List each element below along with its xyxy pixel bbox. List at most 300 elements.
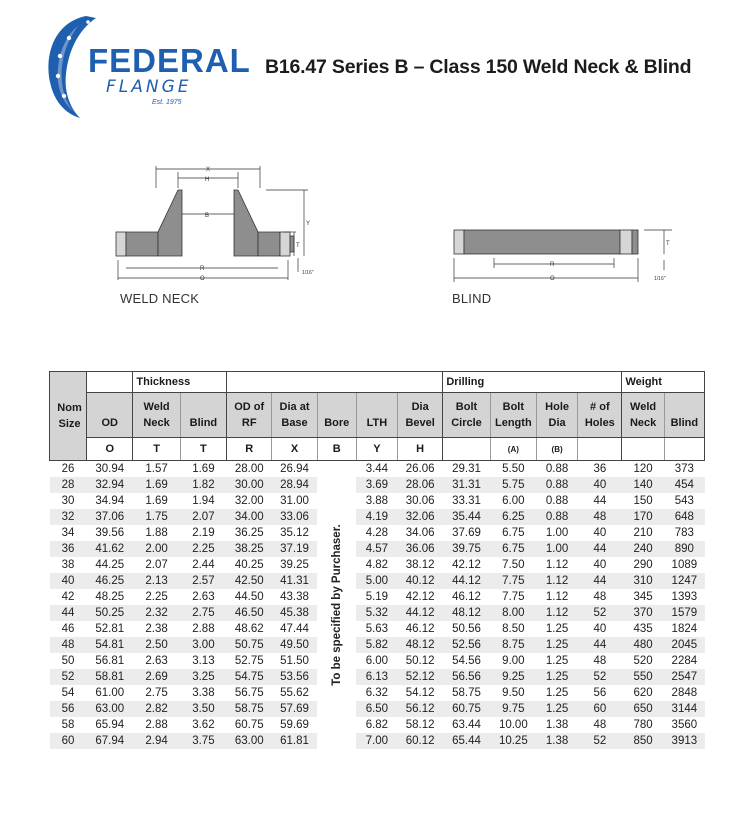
table-cell: 4.57 [356, 541, 397, 557]
table-cell: 37.06 [87, 509, 133, 525]
table-cell: 43.38 [280, 591, 309, 603]
table-cell: 44 [578, 637, 622, 653]
table-cell: 33.31 [452, 495, 481, 507]
header-label: Bolt Length [495, 401, 532, 429]
table-cell: 1.94 [192, 495, 215, 507]
header-label: Nom Size [57, 402, 82, 430]
table-cell: 5.75 [490, 477, 536, 493]
table-cell: 5.63 [365, 623, 389, 635]
table-cell: 7.75 [502, 591, 525, 603]
header-label: Bore [324, 417, 350, 429]
table-cell: 2.38 [145, 623, 168, 635]
header-label: Weld Neck [143, 401, 170, 429]
table-cell: 2.50 [133, 637, 180, 653]
table-cell: 52.75 [234, 655, 264, 667]
nom-size-cell: 42 [61, 591, 75, 603]
table-cell: 1.00 [545, 527, 569, 539]
table-cell: 57.69 [272, 701, 317, 717]
table-cell: 53.56 [272, 669, 317, 685]
table-cell: 1.25 [537, 669, 578, 685]
table-cell: 40 [593, 559, 607, 571]
table-cell: 32.00 [234, 495, 264, 507]
header-label: Dia at Base [279, 401, 310, 429]
table-cell: 345 [633, 591, 653, 603]
table-cell: 58.12 [405, 719, 435, 731]
table-cell: 30.06 [405, 495, 435, 507]
table-cell: 48 [593, 719, 607, 731]
table-cell: 5.82 [356, 637, 397, 653]
table-cell: 54.81 [87, 637, 133, 653]
table-row [50, 701, 705, 717]
blind-dim-o-label: O [550, 276, 555, 282]
table-cell: 46.25 [87, 573, 133, 589]
table-cell: 56.81 [95, 655, 125, 667]
table-cell: 8.00 [490, 605, 536, 621]
column-header-row [50, 393, 705, 438]
table-cell: 1.25 [537, 701, 578, 717]
table-cell: 0.88 [537, 477, 578, 493]
table-cell: 41.62 [87, 541, 133, 557]
table-cell: 33.06 [272, 509, 317, 525]
table-row [50, 621, 705, 637]
bore-note: To be specified by Purchaser. [330, 524, 343, 686]
table-cell: 6.50 [356, 701, 397, 717]
table-cell: 170 [622, 509, 664, 525]
blind-dim-t-label: T [666, 241, 670, 247]
table-cell: 620 [633, 687, 653, 699]
table-cell: 2.32 [133, 605, 180, 621]
table-cell: 60.12 [397, 733, 442, 749]
table-row [50, 477, 705, 493]
table-cell: 46.50 [227, 605, 272, 621]
table-cell: 2.88 [192, 623, 215, 635]
table-cell: 41.31 [272, 573, 317, 589]
col-bolt-length [490, 393, 536, 438]
table-cell: 1.69 [145, 495, 168, 507]
nom-size-cell: 58 [61, 719, 75, 731]
col-bolt-circle [443, 393, 490, 438]
table-cell: 48 [593, 655, 607, 667]
table-cell: 56 [593, 687, 607, 699]
table-cell: 48 [578, 509, 622, 525]
table-cell: 9.75 [490, 701, 536, 717]
col-od [87, 393, 133, 438]
table-cell: 370 [622, 605, 664, 621]
table-cell: 67.94 [87, 733, 133, 749]
table-cell: 26.06 [405, 463, 435, 475]
table-cell: 120 [633, 463, 653, 475]
table-row [50, 573, 705, 589]
table-cell: 2.63 [145, 655, 168, 667]
column-code-row [50, 438, 705, 461]
table-cell: 36.25 [234, 527, 264, 539]
table-cell: 52 [578, 733, 622, 749]
table-row [50, 557, 705, 573]
dim-o-label: O [200, 276, 205, 282]
table-cell: 10.00 [498, 719, 528, 731]
header-label: Weld Neck [629, 401, 657, 429]
table-cell: 1.12 [545, 591, 569, 603]
table-cell: 35.44 [443, 509, 490, 525]
table-cell: 4.28 [365, 527, 389, 539]
table-cell: 49.50 [272, 637, 317, 653]
table-row [50, 589, 705, 605]
table-cell: 52.56 [443, 637, 490, 653]
header-label: Blind [189, 417, 218, 429]
nom-size-cell: 52 [50, 669, 87, 685]
table-cell: 7.50 [502, 559, 525, 571]
dim-b-label: B [205, 213, 210, 219]
table-cell: 7.75 [490, 573, 536, 589]
table-cell: 454 [664, 477, 704, 493]
table-row [50, 509, 705, 525]
nom-size-cell: 46 [61, 623, 75, 635]
table-cell: 2.94 [133, 733, 180, 749]
header-label: OD [101, 417, 118, 429]
nom-size-cell: 28 [50, 477, 87, 493]
table-cell: 648 [664, 509, 704, 525]
table-cell: 1.69 [133, 477, 180, 493]
table-cell: 47.44 [280, 623, 309, 635]
table-cell: 2.69 [133, 669, 180, 685]
table-cell: 40 [593, 527, 607, 539]
table-cell: 1.25 [545, 687, 569, 699]
table-row [50, 717, 705, 733]
table-cell: 1.38 [537, 733, 578, 749]
code-wt-weld [622, 438, 664, 461]
table-cell: 1.82 [180, 477, 226, 493]
table-cell: 29.31 [452, 463, 481, 475]
table-cell: 44 [578, 573, 622, 589]
table-cell: 37.19 [272, 541, 317, 557]
table-cell: 31.00 [280, 495, 309, 507]
nom-size-cell: 44 [50, 605, 87, 621]
dim-x-label: X [206, 167, 211, 173]
table-cell: 2045 [664, 637, 704, 653]
col-bore [317, 393, 356, 438]
table-cell: 39.25 [280, 559, 309, 571]
table-cell: 30.94 [95, 463, 125, 475]
table-cell: 240 [622, 541, 664, 557]
table-cell: 3.44 [365, 463, 389, 475]
table-cell: 1.57 [145, 463, 168, 475]
table-cell: 5.19 [365, 591, 389, 603]
table-cell: 51.50 [280, 655, 309, 667]
table-cell: 54.56 [452, 655, 481, 667]
table-cell: 6.13 [356, 669, 397, 685]
table-cell: 6.75 [502, 527, 525, 539]
table-cell: 38.12 [405, 559, 435, 571]
col-thickness-weld-neck [133, 393, 180, 438]
code-b: B [317, 438, 356, 461]
table-cell: 40.12 [397, 573, 442, 589]
table-cell: 50.75 [227, 637, 272, 653]
header-label: Hole Dia [545, 401, 570, 429]
table-cell: 2.13 [133, 573, 180, 589]
table-cell: 2.07 [145, 559, 168, 571]
table-cell: 6.32 [365, 687, 389, 699]
col-weight-weld-neck [622, 393, 664, 438]
table-cell: 890 [664, 541, 704, 557]
table-cell: 31.31 [443, 477, 490, 493]
nom-size-cell: 38 [61, 559, 75, 571]
table-cell: 59.69 [280, 719, 309, 731]
nom-size-cell: 32 [50, 509, 87, 525]
table-cell: 4.19 [356, 509, 397, 525]
logo-est: Est. 1975 [152, 99, 182, 106]
code-t-weld: T [133, 438, 180, 461]
table-cell: 65.44 [443, 733, 490, 749]
table-cell: 60 [578, 701, 622, 717]
table-cell: 2.00 [133, 541, 180, 557]
col-num-holes [578, 393, 622, 438]
table-cell: 373 [674, 463, 694, 475]
table-cell: 42.50 [227, 573, 272, 589]
table-cell: 65.94 [95, 719, 125, 731]
table-cell: 44 [593, 495, 607, 507]
table-row [50, 605, 705, 621]
table-cell: 48 [593, 591, 607, 603]
table-cell: 44.25 [95, 559, 125, 571]
dim-rf-label: 1/16" [302, 270, 314, 276]
table-cell: 5.32 [356, 605, 397, 621]
table-cell: 5.50 [502, 463, 525, 475]
table-row [50, 461, 705, 478]
table-cell: 40 [578, 477, 622, 493]
nom-size-cell: 30 [61, 495, 75, 507]
col-thickness-blind [180, 393, 226, 438]
table-cell: 1.38 [545, 719, 569, 731]
table-cell: 3.38 [192, 687, 215, 699]
table-cell: 3.50 [180, 701, 226, 717]
code-a: (A) [490, 438, 536, 461]
table-cell: 58.75 [227, 701, 272, 717]
table-cell: 38.25 [227, 541, 272, 557]
table-cell: 2.88 [145, 719, 168, 731]
table-cell: 2.19 [192, 527, 215, 539]
table-cell: 40.25 [234, 559, 264, 571]
table-cell: 150 [633, 495, 653, 507]
col-dia-bevel [397, 393, 442, 438]
table-cell: 61.81 [272, 733, 317, 749]
code-bolt-circle [443, 438, 490, 461]
table-row [50, 493, 705, 509]
group-thickness: Thickness [133, 372, 227, 393]
table-cell: 2848 [671, 687, 698, 699]
table-cell: 1.69 [192, 463, 215, 475]
table-cell: 63.00 [87, 701, 133, 717]
table-cell: 30.00 [227, 477, 272, 493]
table-cell: 56.12 [397, 701, 442, 717]
code-r: R [227, 438, 272, 461]
nom-size-cell: 26 [61, 463, 75, 475]
code-x: X [272, 438, 317, 461]
code-t-blind: T [180, 438, 226, 461]
table-cell: 50.25 [87, 605, 133, 621]
table-cell: 7.00 [356, 733, 397, 749]
flange-dimension-table [49, 371, 705, 749]
table-cell: 45.38 [272, 605, 317, 621]
table-cell: 140 [622, 477, 664, 493]
table-cell: 52 [578, 669, 622, 685]
table-cell: 1824 [671, 623, 698, 635]
col-weight-blind [664, 393, 704, 438]
table-cell: 3913 [664, 733, 704, 749]
code-o: O [87, 438, 133, 461]
header-label: LTH [366, 417, 388, 429]
table-cell: 2.07 [180, 509, 226, 525]
table-cell: 61.00 [95, 687, 125, 699]
group-weight: Weight [622, 372, 705, 393]
table-cell: 8.50 [502, 623, 525, 635]
blind-dim-r-label: R [550, 262, 555, 268]
table-cell: 5.00 [356, 573, 397, 589]
table-cell: 3144 [664, 701, 704, 717]
table-cell: 1.12 [537, 605, 578, 621]
table-cell: 1.00 [537, 541, 578, 557]
table-cell: 8.75 [490, 637, 536, 653]
table-cell: 520 [633, 655, 653, 667]
table-cell: 1247 [664, 573, 704, 589]
table-cell: 290 [633, 559, 653, 571]
weld-neck-drawing [108, 158, 328, 284]
dim-r-label: R [200, 266, 205, 272]
table-cell: 28.94 [272, 477, 317, 493]
table-cell: 52.12 [397, 669, 442, 685]
table-cell: 55.62 [280, 687, 309, 699]
table-cell: 1.25 [545, 655, 569, 667]
table-cell: 2.63 [192, 591, 215, 603]
table-cell: 26.94 [280, 463, 309, 475]
table-cell: 1393 [671, 591, 698, 603]
table-cell: 480 [622, 637, 664, 653]
table-cell: 42.12 [452, 559, 481, 571]
table-cell: 2.82 [133, 701, 180, 717]
table-cell: 39.75 [443, 541, 490, 557]
logo-sub: FLANGE [106, 77, 192, 97]
page-title: B16.47 Series B – Class 150 Weld Neck & Blind [265, 56, 692, 78]
table-cell: 10.25 [490, 733, 536, 749]
table-cell: 36.06 [397, 541, 442, 557]
table-cell: 1.75 [133, 509, 180, 525]
table-cell: 2284 [671, 655, 698, 667]
table-cell: 58.81 [87, 669, 133, 685]
table-cell: 3.69 [356, 477, 397, 493]
table-cell: 550 [622, 669, 664, 685]
table-cell: 850 [622, 733, 664, 749]
table-cell: 50.56 [452, 623, 481, 635]
table-cell: 1.12 [537, 573, 578, 589]
table-cell: 3.62 [192, 719, 215, 731]
table-cell: 0.88 [545, 495, 569, 507]
table-cell: 6.25 [490, 509, 536, 525]
table-cell: 4.82 [365, 559, 389, 571]
blind-caption: BLIND [452, 291, 492, 306]
table-cell: 39.56 [95, 527, 125, 539]
col-nom-size [50, 372, 87, 461]
nom-size-cell: 40 [50, 573, 87, 589]
table-cell: 9.50 [502, 687, 525, 699]
table-cell: 46.12 [452, 591, 481, 603]
logo-name: FEDERAL [88, 42, 251, 79]
table-cell: 28.00 [234, 463, 264, 475]
nom-size-cell: 48 [50, 637, 87, 653]
table-cell: 310 [622, 573, 664, 589]
table-cell: 60.75 [443, 701, 490, 717]
table-cell: 783 [674, 527, 694, 539]
table-cell: 34.06 [405, 527, 435, 539]
table-row [50, 733, 705, 749]
table-cell: 48.25 [95, 591, 125, 603]
table-cell: 6.00 [365, 655, 389, 667]
table-cell: 2.57 [180, 573, 226, 589]
code-wt-blind [664, 438, 704, 461]
table-cell: 3.00 [180, 637, 226, 653]
table-cell: 0.88 [537, 509, 578, 525]
col-od-of-rf [227, 393, 272, 438]
group-header-row [50, 372, 705, 393]
table-cell: 3.88 [365, 495, 389, 507]
table-cell: 42.12 [405, 591, 435, 603]
table-cell: 780 [633, 719, 653, 731]
table-cell: 9.00 [502, 655, 525, 667]
table-cell: 28.06 [397, 477, 442, 493]
table-cell: 9.25 [490, 669, 536, 685]
header-label: Dia Bevel [405, 401, 435, 429]
table-cell: 54.75 [227, 669, 272, 685]
table-cell: 1579 [664, 605, 704, 621]
table-cell: 46.12 [405, 623, 435, 635]
table-cell: 3560 [671, 719, 698, 731]
code-y: Y [356, 438, 397, 461]
table-cell: 1089 [671, 559, 698, 571]
col-hole-dia [537, 393, 578, 438]
nom-size-cell: 54 [61, 687, 75, 699]
table-cell: 48.62 [234, 623, 264, 635]
table-cell: 44.12 [443, 573, 490, 589]
bore-note-cell [317, 461, 356, 750]
table-row [50, 541, 705, 557]
dim-t-label: T [296, 243, 300, 249]
table-cell: 56.56 [443, 669, 490, 685]
weld-neck-caption: WELD NECK [120, 291, 200, 306]
table-cell: 44.50 [234, 591, 264, 603]
table-cell: 3.13 [192, 655, 215, 667]
table-cell: 2.25 [145, 591, 168, 603]
table-cell: 50.12 [405, 655, 435, 667]
table-cell: 32.94 [87, 477, 133, 493]
col-dia-at-base [272, 393, 317, 438]
table-cell: 0.88 [545, 463, 569, 475]
table-cell: 435 [633, 623, 653, 635]
table-row [50, 669, 705, 685]
table-cell: 60.75 [234, 719, 264, 731]
nom-size-cell: 50 [61, 655, 75, 667]
nom-size-cell: 56 [50, 701, 87, 717]
table-cell: 2.75 [145, 687, 168, 699]
table-cell: 40 [593, 623, 607, 635]
table-cell: 37.69 [452, 527, 481, 539]
table-cell: 48.12 [443, 605, 490, 621]
header-label: Bolt Circle [451, 401, 482, 429]
table-cell: 6.82 [365, 719, 389, 731]
table-cell: 6.00 [502, 495, 525, 507]
header-label: Blind [670, 417, 699, 429]
table-cell: 52.81 [95, 623, 125, 635]
table-cell: 35.12 [280, 527, 309, 539]
table-cell: 2.75 [180, 605, 226, 621]
table-cell: 543 [674, 495, 694, 507]
